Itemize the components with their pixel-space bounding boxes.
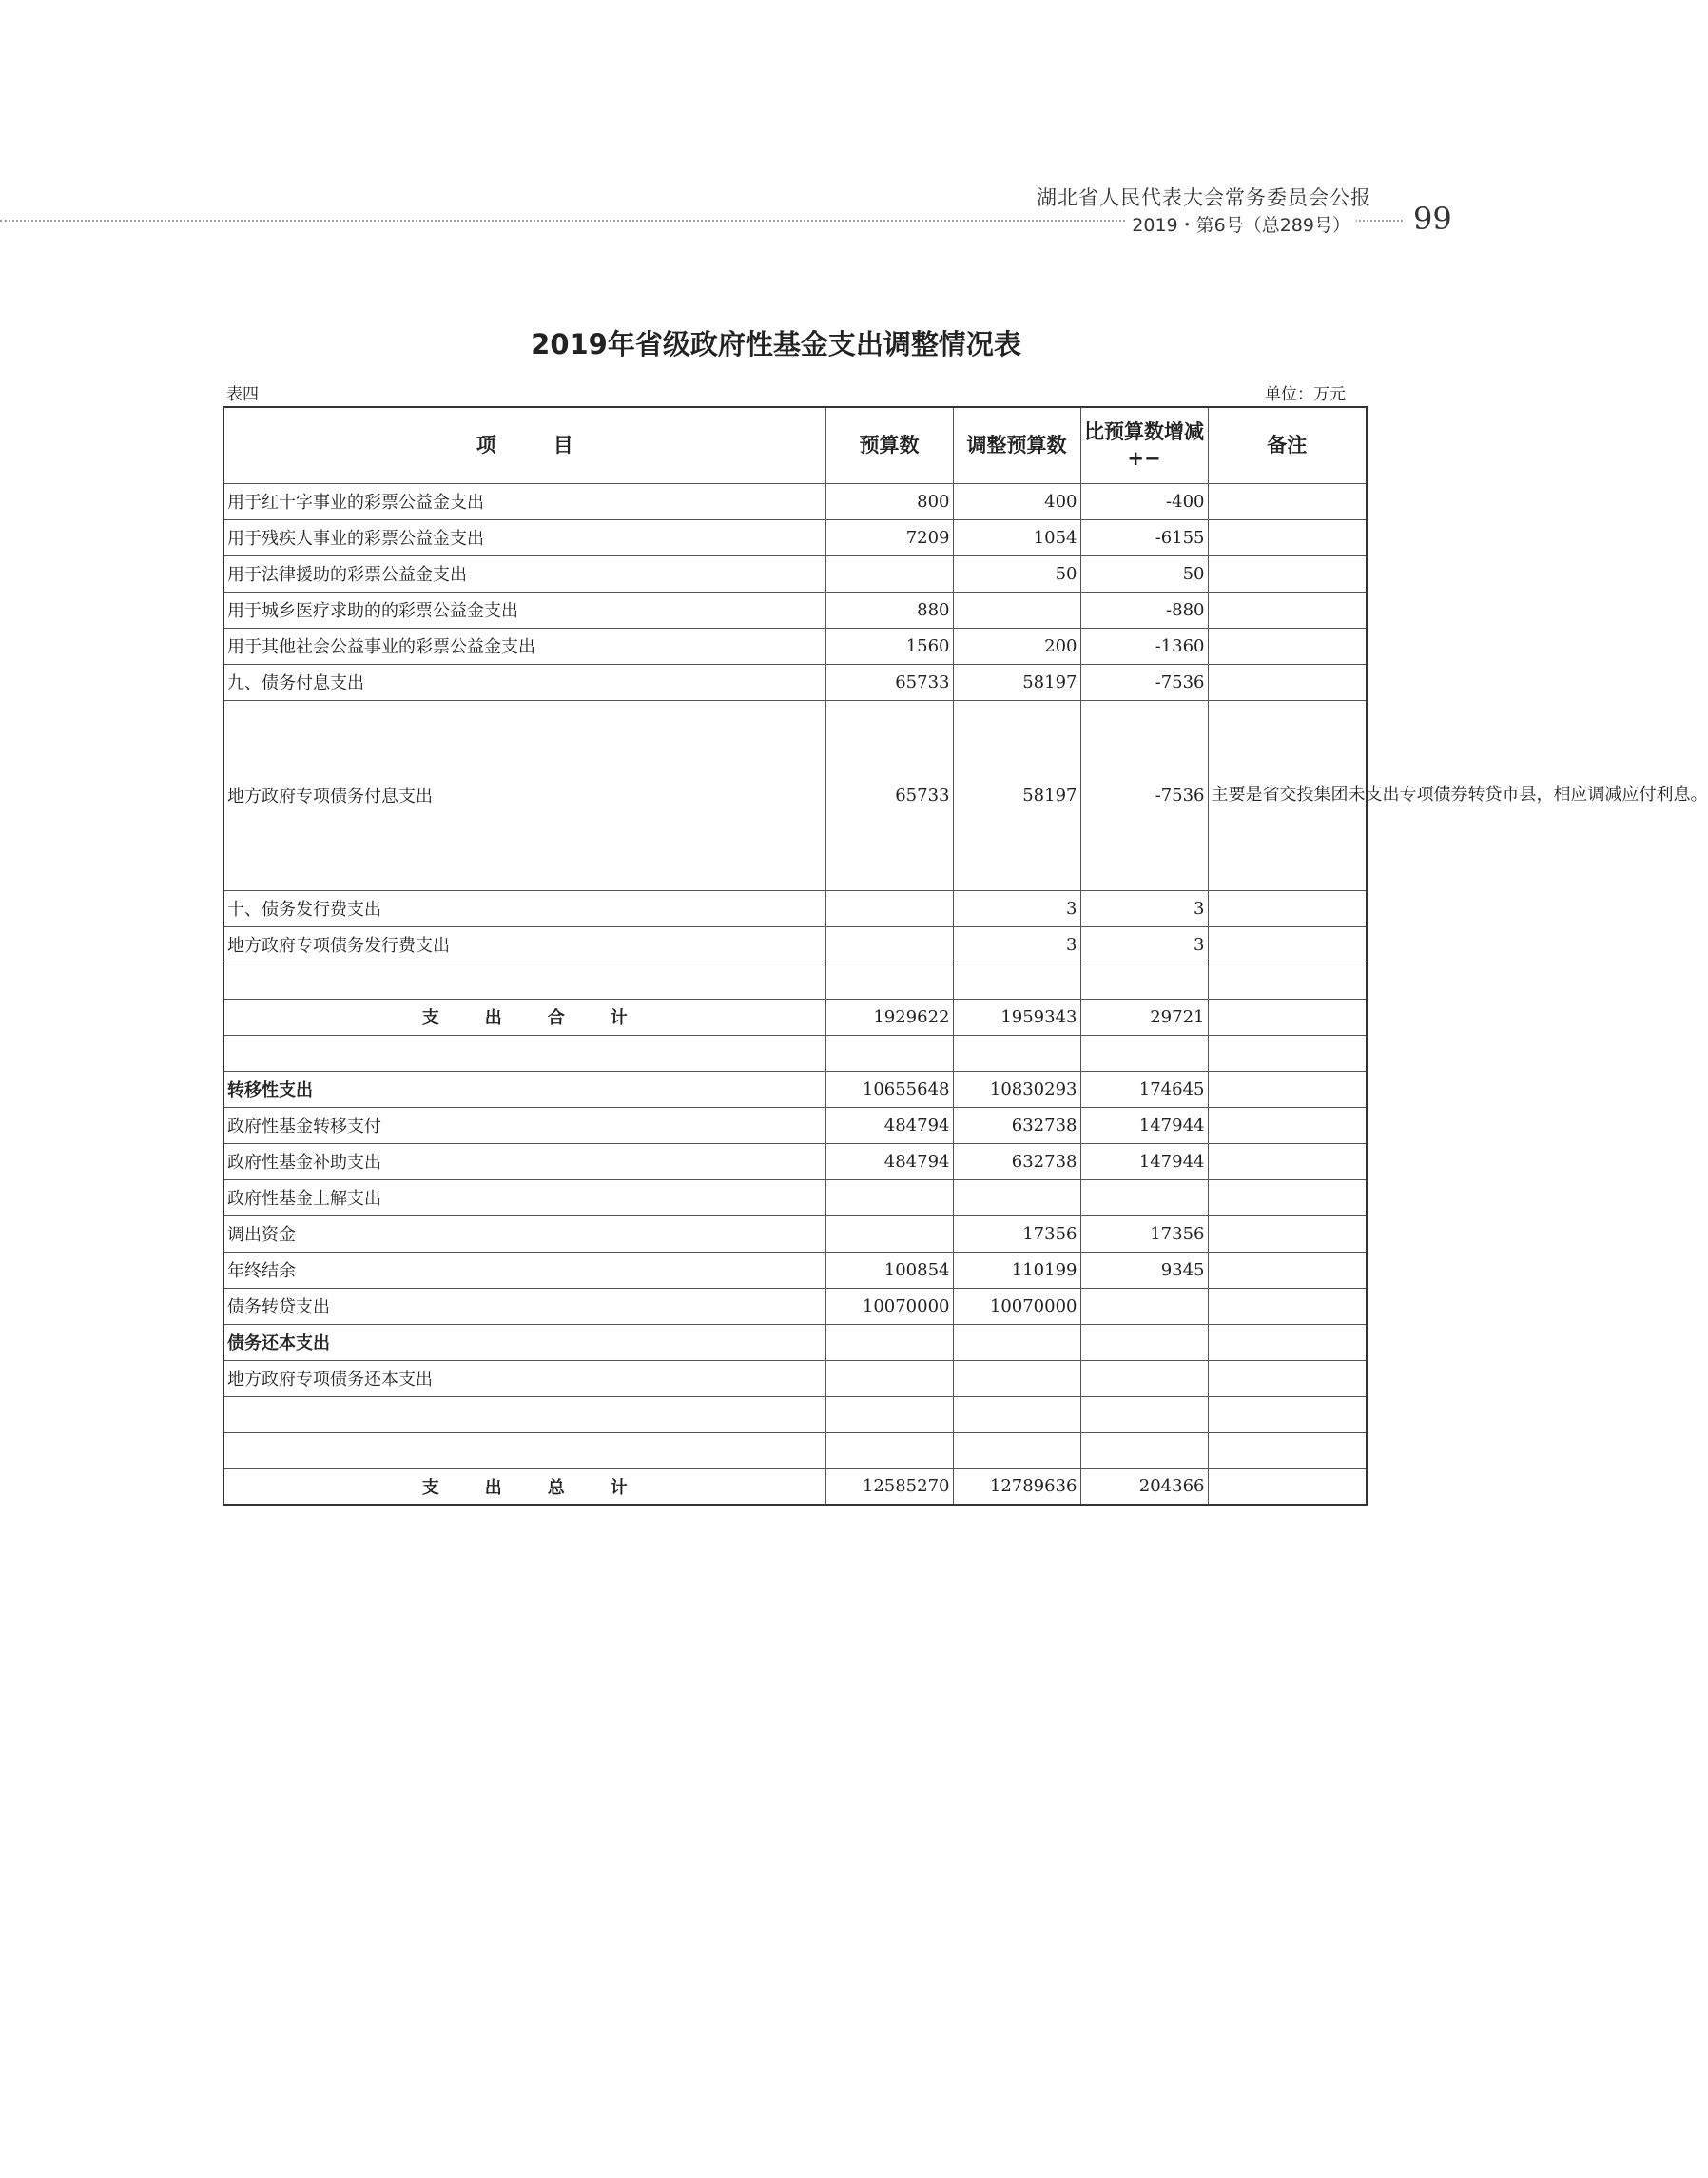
row-item: 九、债务付息支出 — [223, 664, 825, 700]
row-item: 年终结余 — [223, 1252, 825, 1288]
table-row — [223, 1252, 1367, 1288]
row-note — [1208, 999, 1367, 1035]
table-row — [223, 1107, 1367, 1143]
table-row — [223, 1324, 1367, 1360]
row-change: -880 — [1080, 592, 1208, 628]
row-change — [1080, 1035, 1208, 1071]
row-note — [1208, 926, 1367, 963]
row-adjusted: 58197 — [953, 664, 1080, 700]
row-change: 174645 — [1080, 1071, 1208, 1107]
row-budget — [825, 1432, 953, 1468]
row-adjusted — [953, 1396, 1080, 1432]
table-row — [223, 628, 1367, 664]
page-number: 99 — [1413, 201, 1452, 237]
column-header-adjusted: 调整预算数 — [953, 407, 1080, 483]
row-change — [1080, 1324, 1208, 1360]
row-item: 政府性基金上解支出 — [223, 1179, 825, 1215]
row-note — [1208, 628, 1367, 664]
table-row — [223, 700, 1367, 890]
table-row — [223, 555, 1367, 592]
row-item: 用于红十字事业的彩票公益金支出 — [223, 483, 825, 519]
row-adjusted: 632738 — [953, 1107, 1080, 1143]
row-adjusted — [953, 963, 1080, 999]
row-item: 政府性基金补助支出 — [223, 1143, 825, 1179]
row-budget: 10070000 — [825, 1288, 953, 1324]
row-note — [1208, 1288, 1367, 1324]
row-note — [1208, 483, 1367, 519]
row-budget: 10655648 — [825, 1071, 953, 1107]
row-budget: 1560 — [825, 628, 953, 664]
row-item: 转移性支出 — [223, 1071, 825, 1107]
row-adjusted: 400 — [953, 483, 1080, 519]
row-item: 支出合计 — [223, 999, 825, 1035]
row-adjusted — [953, 1360, 1080, 1396]
row-budget — [825, 555, 953, 592]
row-item: 地方政府专项债务还本支出 — [223, 1360, 825, 1396]
row-change: -6155 — [1080, 519, 1208, 555]
budget-table — [223, 406, 1708, 1506]
row-item: 政府性基金转移支付 — [223, 1107, 825, 1143]
table-row — [223, 1288, 1367, 1324]
row-note — [1208, 519, 1367, 555]
row-change: -400 — [1080, 483, 1208, 519]
row-item: 支出总计 — [223, 1468, 825, 1505]
row-adjusted: 3 — [953, 926, 1080, 963]
row-adjusted: 1959343 — [953, 999, 1080, 1035]
row-item — [223, 1396, 825, 1432]
row-note — [1208, 1432, 1367, 1468]
row-adjusted: 200 — [953, 628, 1080, 664]
row-change — [1080, 1288, 1208, 1324]
row-item: 调出资金 — [223, 1215, 825, 1252]
row-change: 29721 — [1080, 999, 1208, 1035]
row-note — [1208, 1252, 1367, 1288]
row-budget: 65733 — [825, 664, 953, 700]
row-item — [223, 1432, 825, 1468]
row-adjusted: 17356 — [953, 1215, 1080, 1252]
row-budget: 484794 — [825, 1143, 953, 1179]
row-item — [223, 1035, 825, 1071]
row-note — [1208, 1360, 1367, 1396]
row-adjusted — [953, 1324, 1080, 1360]
row-budget — [825, 1179, 953, 1215]
issue-info: 2019・第6号（总289号） — [1126, 211, 1356, 237]
row-change: 9345 — [1080, 1252, 1208, 1288]
row-budget: 7209 — [825, 519, 953, 555]
row-change — [1080, 1179, 1208, 1215]
row-item: 用于法律援助的彩票公益金支出 — [223, 555, 825, 592]
column-header-change: 比预算数增减+− — [1080, 407, 1208, 483]
row-adjusted: 58197 — [953, 700, 1080, 890]
table-row — [223, 592, 1367, 628]
row-note — [1208, 1071, 1367, 1107]
table-row — [223, 963, 1367, 999]
row-budget: 65733 — [825, 700, 953, 890]
row-change — [1080, 963, 1208, 999]
row-note: 主要是省交投集团未支出专项债券转贷市县，相应调减应付利息。 — [1208, 700, 1367, 890]
table-row — [223, 926, 1367, 963]
row-note — [1208, 592, 1367, 628]
row-budget: 12585270 — [825, 1468, 953, 1505]
row-note — [1208, 664, 1367, 700]
row-adjusted — [953, 592, 1080, 628]
row-adjusted: 10830293 — [953, 1071, 1080, 1107]
row-change: 147944 — [1080, 1107, 1208, 1143]
row-note — [1208, 1179, 1367, 1215]
row-change: -1360 — [1080, 628, 1208, 664]
row-budget — [825, 1035, 953, 1071]
row-budget — [825, 1360, 953, 1396]
row-adjusted: 10070000 — [953, 1288, 1080, 1324]
row-budget — [825, 1215, 953, 1252]
column-header-note: 备注 — [1208, 407, 1367, 483]
row-item: 债务转贷支出 — [223, 1288, 825, 1324]
row-change: 3 — [1080, 926, 1208, 963]
row-budget — [825, 1324, 953, 1360]
row-adjusted: 110199 — [953, 1252, 1080, 1288]
row-item: 十、债务发行费支出 — [223, 890, 825, 926]
table-row — [223, 1396, 1367, 1432]
row-item: 用于残疾人事业的彩票公益金支出 — [223, 519, 825, 555]
row-note — [1208, 1107, 1367, 1143]
row-note — [1208, 890, 1367, 926]
table-row — [223, 1035, 1367, 1071]
row-note — [1208, 1143, 1367, 1179]
row-adjusted: 3 — [953, 890, 1080, 926]
journal-name: 湖北省人民代表大会常务委员会公报 — [1037, 186, 1371, 209]
row-adjusted: 1054 — [953, 519, 1080, 555]
row-adjusted: 50 — [953, 555, 1080, 592]
table-row — [223, 1360, 1367, 1396]
table-row — [223, 999, 1367, 1035]
row-adjusted — [953, 1179, 1080, 1215]
row-item: 用于其他社会公益事业的彩票公益金支出 — [223, 628, 825, 664]
row-adjusted: 12789636 — [953, 1468, 1080, 1505]
row-adjusted — [953, 1432, 1080, 1468]
row-change: 204366 — [1080, 1468, 1208, 1505]
row-change: -7536 — [1080, 700, 1208, 890]
table-code: 表四 — [226, 385, 259, 404]
table-row — [223, 1143, 1367, 1179]
row-note — [1208, 1396, 1367, 1432]
column-header-budget: 预算数 — [825, 407, 953, 483]
row-change: 147944 — [1080, 1143, 1208, 1179]
row-budget: 100854 — [825, 1252, 953, 1288]
table-row — [223, 664, 1367, 700]
table-row — [223, 1215, 1367, 1252]
row-budget — [825, 890, 953, 926]
row-budget: 1929622 — [825, 999, 953, 1035]
table-row — [223, 483, 1367, 519]
row-change: 50 — [1080, 555, 1208, 592]
row-change — [1080, 1360, 1208, 1396]
row-budget: 880 — [825, 592, 953, 628]
row-adjusted: 632738 — [953, 1143, 1080, 1179]
row-budget — [825, 1396, 953, 1432]
row-budget: 800 — [825, 483, 953, 519]
row-change: 17356 — [1080, 1215, 1208, 1252]
row-adjusted — [953, 1035, 1080, 1071]
row-change: 3 — [1080, 890, 1208, 926]
row-item: 地方政府专项债务付息支出 — [223, 700, 825, 890]
row-note — [1208, 963, 1367, 999]
row-item — [223, 963, 825, 999]
row-note — [1208, 1468, 1367, 1505]
table-row — [223, 1468, 1367, 1505]
table-row — [223, 1432, 1367, 1468]
row-item: 用于城乡医疗求助的的彩票公益金支出 — [223, 592, 825, 628]
row-item: 地方政府专项债务发行费支出 — [223, 926, 825, 963]
unit-label: 单位：万元 — [1265, 385, 1346, 404]
row-note — [1208, 1215, 1367, 1252]
row-change — [1080, 1396, 1208, 1432]
row-budget: 484794 — [825, 1107, 953, 1143]
row-item: 债务还本支出 — [223, 1324, 825, 1360]
column-header-item: 项目 — [223, 407, 825, 483]
row-note — [1208, 555, 1367, 592]
table-row — [223, 1179, 1367, 1215]
document-title: 2019年省级政府性基金支出调整情况表 — [531, 328, 1021, 360]
table-row — [223, 519, 1367, 555]
row-budget — [825, 926, 953, 963]
row-note — [1208, 1324, 1367, 1360]
row-budget — [825, 963, 953, 999]
table-row — [223, 890, 1367, 926]
table-header-row — [223, 407, 1367, 483]
row-change — [1080, 1432, 1208, 1468]
table-row — [223, 1071, 1367, 1107]
row-note — [1208, 1035, 1367, 1071]
row-change: -7536 — [1080, 664, 1208, 700]
